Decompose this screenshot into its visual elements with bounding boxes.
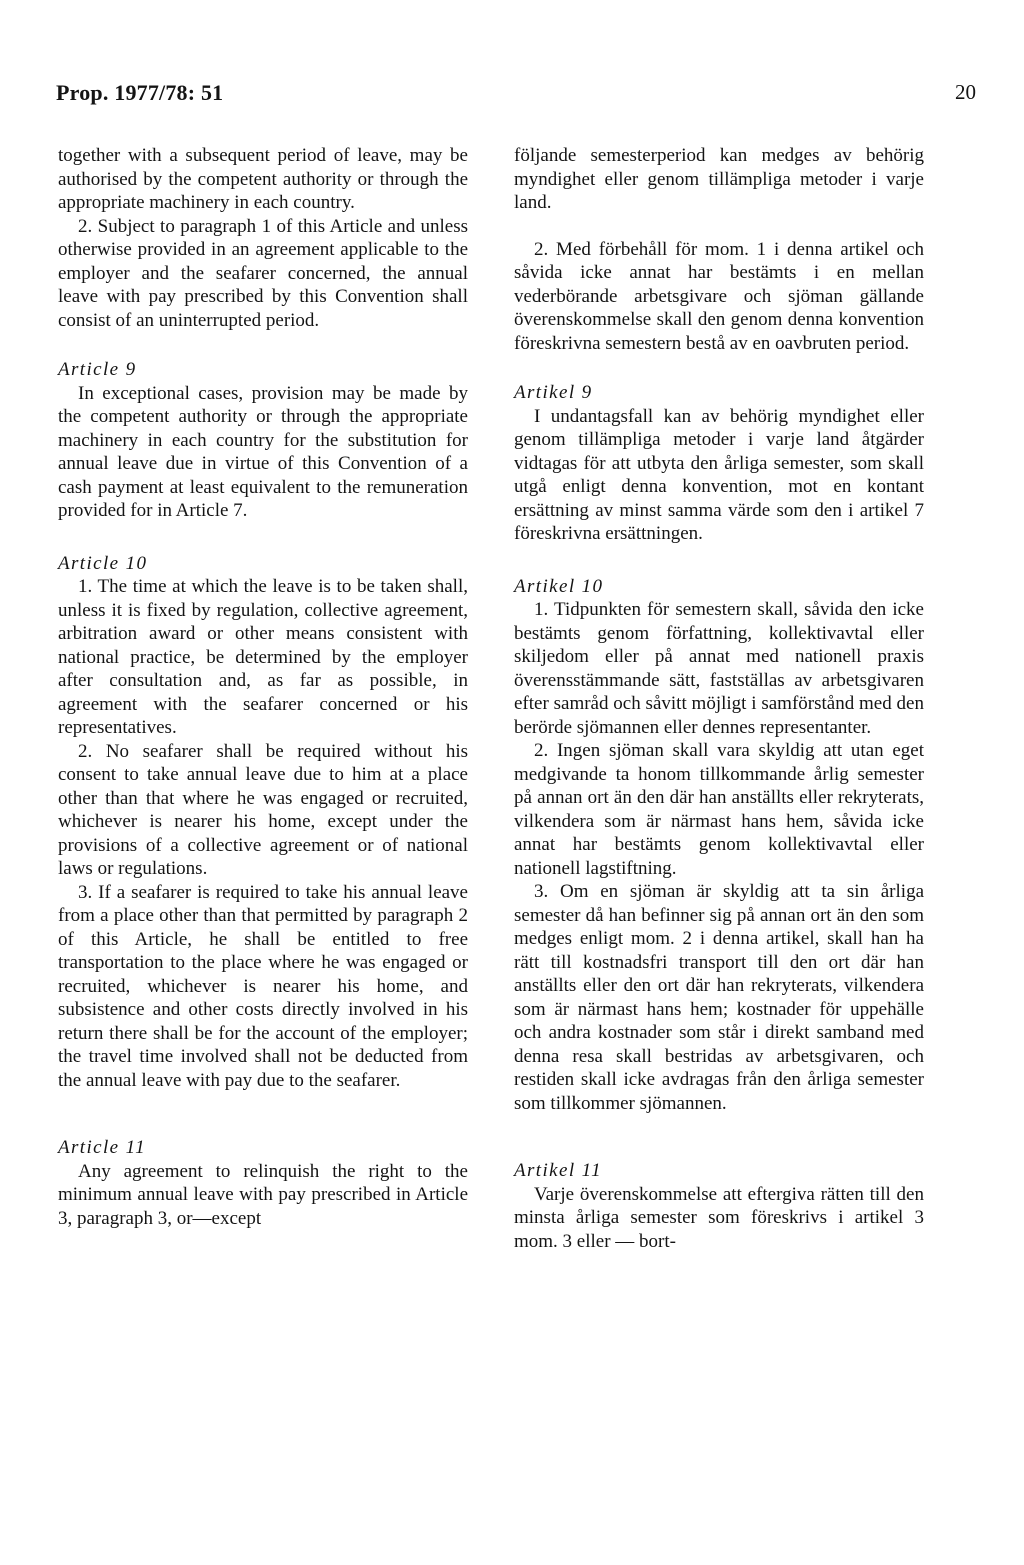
- artikel-11-text: Varje överenskommelse att eftergiva rätten till den minsta årliga semester som föreskrivs i artikel 3 mom. 3 eller — bort-: [514, 1183, 924, 1252]
- page-header: [56, 80, 976, 116]
- article-8-continuation: together with a subsequent period of leave, may be authorised by the competent authority or through the appropriate machinery in each country.: [58, 145, 468, 213]
- artikel-10-mom-2: 2. Ingen sjöman skall vara skyldig att utan eget medgivande ta honom tillkommande årlig semester på annan ort än den där han anställts eller rekryterats, vilkendera som är närmast hans hem, såvida icke annat har bestämts genom kollektivavtal eller nationell lagstiftning.: [514, 740, 924, 879]
- artikel-11-heading: Artikel 11: [514, 1160, 603, 1181]
- artikel-10-mom-1: 1. Tidpunkten för semestern skall, såvida den icke bestämts genom författning, kollektivavtal eller skiljedom eller på annat med nationell praxis överensstämmande sätt, fastställas av arbetsgivaren efter samråd och såvitt möjligt i samförstånd med den berörde sjömannen eller dennes representanter.: [514, 599, 924, 738]
- document-reference: Prop. 1977/78: 51: [56, 80, 224, 105]
- article-8-paragraph-2: 2. Subject to paragraph 1 of this Article and unless otherwise provided in an agreement applicable to the employer and the seafarer concerned, the annual leave with pay prescribed by this Convention shall consist of an uninterrupted period.: [58, 215, 468, 331]
- artikel-10-heading: Artikel 10: [514, 575, 604, 597]
- article-11-text: Any agreement to relinquish the right to the minimum annual leave with pay prescribed in Article 3, paragraph 3, or—except: [58, 1160, 468, 1229]
- swedish-column: [514, 144, 924, 1253]
- artikel-9-text: I undantagsfall kan av behörig myndighet eller genom tillämpliga metoder i varje land åtgärder vidtagas för att utbyta den årliga semester, som skall utgå enligt denna konvention, mot en kontant ersättning av minst samma värde som den i artikel 7 föreskrivna ersättningen.: [514, 405, 924, 544]
- page-number: 20: [955, 80, 976, 104]
- article-9-heading: Article 9: [58, 359, 137, 380]
- artikel-10-mom-3: 3. Om en sjöman är skyldig att ta sin årliga semester då han befinner sig på annan ort än den som medges enligt mom. 2 i denna artikel, skall han ha rätt till kostnadsfri transport till den ort där han anställts eller den ort där han rekryterats, vilkendera som är närmast hans hem; kostnader för uppehälle och andra kostnader som står i direkt samband med denna resa skall bestridas av arbetsgivaren, och restiden skall icke avdragas från den årliga semester som tillkommer sjömannen.: [514, 881, 924, 1114]
- article-10-paragraph-1: 1. The time at which the leave is to be taken shall, unless it is fixed by regulation, collective agreement, arbitration award or other means consistent with national practice, be determined by the employer after consultation and, as far as possible, in agreement with the seafarer concerned or his representatives.: [58, 576, 468, 738]
- artikel-8-mom-2: 2. Med förbehåll för mom. 1 i denna artikel och såvida icke annat har bestämts i en mellan vederbörande arbetsgivare och sjöman gällande överenskommelse skall den genom denna konvention föreskrivna semestern bestå av en oavbruten period.: [514, 238, 924, 354]
- artikel-9-heading: Artikel 9: [514, 382, 593, 403]
- article-10-paragraph-3: 3. If a seafarer is required to take his annual leave from a place other than that permitted by paragraph 2 of this Article, he shall be entitled to free transportation to the place where he was engaged or recruited, whichever is nearer his home, and subsistence and other costs directly involved in his return there shall be for the account of the employer; the travel time involved shall not be deducted from the annual leave with pay due to the seafarer.: [58, 881, 468, 1091]
- english-column: [58, 144, 468, 1230]
- article-10-heading: Article 10: [58, 552, 148, 574]
- article-9-text: In exceptional cases, provision may be made by the competent authority or through the appropriate machinery in each country for the substitution for annual leave due in virtue of this Convention of a cash payment at least equivalent to the remuneration provided for in Article 7.: [58, 382, 468, 521]
- article-10-paragraph-2: 2. No seafarer shall be required without his consent to take annual leave due to him at a place other than that where he was engaged or recruited, whichever is nearer his home, except under the provisions of a collective agreement or of national laws or regulations.: [58, 740, 468, 879]
- artikel-8-fortsattning: följande semesterperiod kan medges av behörig myndighet eller genom tillämpliga metoder i varje land.: [514, 145, 924, 213]
- article-11-heading: Article 11: [58, 1137, 147, 1158]
